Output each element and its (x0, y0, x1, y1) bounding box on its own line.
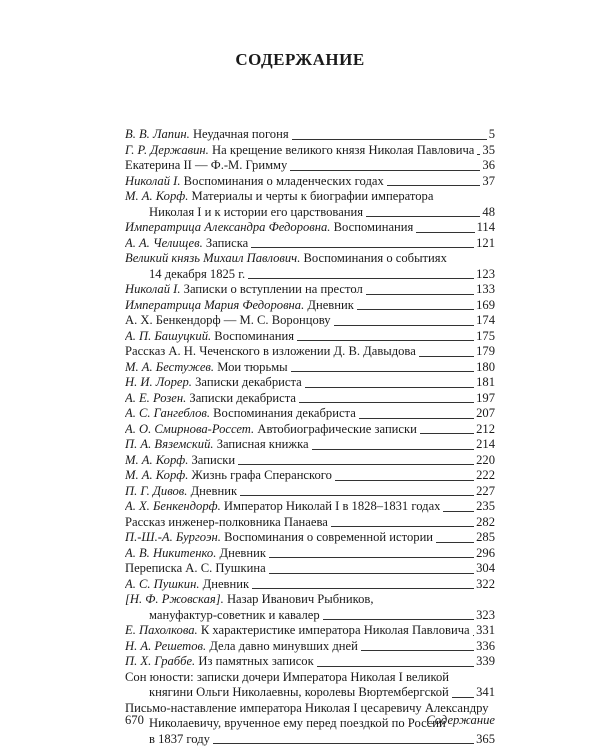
toc-entry-title: Неудачная погоня (192, 127, 289, 141)
toc-entry-author: А. В. Никитенко. (125, 545, 217, 560)
toc-entry-title: Николаевичу, врученное ему перед поездкой по России (149, 716, 446, 730)
toc-entry-author: А. С. Гангеблов. (125, 406, 210, 420)
toc-entry[interactable] (125, 670, 495, 701)
toc-leader-line (251, 246, 474, 248)
toc-entry-title: Жизнь графа Сперанского (191, 468, 332, 482)
toc-entry[interactable] (125, 577, 495, 593)
toc-entry-author: М. А. Корф. (125, 452, 189, 467)
toc-entry[interactable] (125, 360, 495, 376)
toc-entry-author: П. А. Вяземский. (125, 437, 214, 451)
toc-entry-title: Воспоминания (214, 328, 295, 343)
toc-leader-line (366, 293, 474, 295)
toc-entry-author: М. А. Корф. (125, 189, 189, 203)
toc-entry[interactable] (125, 313, 495, 329)
toc-entry[interactable] (125, 189, 495, 220)
toc-entry-title: Император Николай I в 1828–1831 годах (223, 499, 441, 513)
toc-leader-line (357, 308, 474, 310)
toc-entry[interactable] (125, 143, 495, 159)
toc-entry-title: Рассказ инженер-полковника Панаева (125, 514, 328, 529)
toc-entry-author: Николай I. (125, 282, 181, 296)
toc-entry[interactable] (125, 391, 495, 407)
toc-leader-line (436, 541, 474, 543)
toc-entry-author: А. А. Челищев. (125, 235, 203, 250)
toc-entry-title: Воспоминания о младенческих годах (183, 173, 384, 188)
toc-entry-title: Автобиографические записки (257, 421, 417, 436)
toc-entry-page: 365 (476, 731, 495, 746)
toc-leader-line (452, 696, 474, 698)
footer-section-title: Содержание (426, 713, 495, 727)
toc-entry[interactable] (125, 375, 495, 391)
toc-entry-author: Николай I. (125, 173, 181, 188)
toc-entry-title: Записная книжка (216, 437, 309, 451)
toc-entry-page: 214 (476, 437, 495, 451)
page-title: СОДЕРЖАНИЕ (235, 50, 365, 69)
toc-leader-line (477, 153, 480, 155)
toc-entry-title: Сон юности: записки дочери Императора Николая I великой (125, 669, 450, 684)
toc-entry[interactable] (125, 468, 495, 484)
toc-entry-author: Императрица Мария Федоровна. (125, 297, 305, 312)
toc-entry-title: Рассказ А. Н. Чеченского в изложении Д. В. Давыдова (125, 344, 416, 358)
toc-entry-title: Воспоминания декабриста (213, 406, 356, 420)
toc-entry-page: 48 (482, 204, 495, 219)
toc-leader-line (331, 525, 474, 527)
toc-entry-author: А. О. Смирнова-Россет. (125, 421, 255, 436)
toc-entry-title: Записки декабриста (195, 375, 302, 389)
toc-entry-page: 133 (476, 282, 495, 296)
toc-leader-line (213, 742, 474, 744)
toc-leader-line (292, 138, 487, 140)
toc-leader-line (366, 215, 480, 217)
toc-entry-author: Н. А. Решетов. (125, 638, 207, 653)
toc-entry-title: Дела давно минувших дней (209, 638, 358, 653)
toc-entry-title: А. Х. Бенкендорф — М. С. Воронцову (125, 313, 331, 327)
toc-entry-page: 336 (476, 638, 495, 653)
toc-entry[interactable] (125, 484, 495, 500)
toc-leader-line (416, 231, 474, 233)
toc-leader-line (297, 339, 474, 341)
toc-entry[interactable] (125, 437, 495, 453)
toc-entry-title: К характеристике императора Николая Павловича (200, 623, 470, 637)
toc-entry[interactable] (125, 453, 495, 469)
toc-entry-author: Императрица Александра Федоровна. (125, 220, 331, 234)
toc-leader-line (359, 417, 474, 419)
toc-entry[interactable] (125, 344, 495, 360)
toc-entry-author: А. Е. Розен. (125, 390, 187, 405)
toc-entry[interactable] (125, 623, 495, 639)
toc-entry-title: Письмо-наставление императора Николая I цесаревичу Александру (125, 700, 489, 715)
toc-leader-line (312, 448, 475, 450)
toc-entry-author: А. Х. Бенкендорф. (125, 499, 221, 513)
toc-entry-page: 123 (476, 266, 495, 281)
toc-entry-page: 341 (476, 685, 495, 699)
toc-entry-page: 179 (476, 344, 495, 358)
toc-leader-line (248, 277, 474, 279)
toc-entry-author: А. С. Пушкин. (125, 576, 200, 591)
toc-entry-page: 331 (476, 623, 495, 637)
toc-entry-page: 222 (476, 468, 495, 482)
toc-entry-page: 36 (482, 158, 495, 172)
toc-entry-title: Дневник (219, 545, 266, 560)
toc-entry-title: Переписка А. С. Пушкина (125, 561, 266, 575)
toc-entry-title: Николая I и к истории его царствования (149, 204, 364, 219)
toc-leader-line (334, 324, 475, 326)
toc-entry-title: в 1837 году (149, 731, 210, 746)
toc-entry-page: 207 (476, 406, 495, 420)
toc-entry[interactable] (125, 282, 495, 298)
toc-entry[interactable] (125, 174, 495, 190)
toc-entry-page: 121 (476, 235, 495, 250)
toc-entry-title: Материалы и черты к биографии императора (191, 189, 434, 203)
toc-leader-line (387, 184, 481, 186)
toc-leader-line (317, 665, 474, 667)
toc-leader-line (335, 479, 474, 481)
toc-leader-line (252, 587, 474, 589)
toc-entry-author: П. Г. Дивов. (125, 483, 188, 498)
toc-entry-author: Г. Р. Державин. (125, 142, 209, 157)
toc-entry-page: 174 (476, 313, 495, 327)
toc-entry-author: М. А. Корф. (125, 468, 189, 482)
toc-entry[interactable] (125, 158, 495, 174)
toc-entry[interactable] (125, 530, 495, 546)
toc-entry[interactable] (125, 546, 495, 562)
toc-entry[interactable] (125, 236, 495, 252)
toc-entry-page: 323 (476, 607, 495, 622)
toc-entry[interactable] (125, 639, 495, 655)
toc-entry-title: Дневник (307, 297, 354, 312)
toc-entry-title: Мои тюрьмы (217, 359, 288, 374)
toc-entry-author: П.-Ш.-А. Бургоэн. (125, 530, 221, 544)
toc-leader-line (240, 494, 474, 496)
toc-entry-page: 227 (476, 483, 495, 498)
toc-entry-page: 282 (476, 514, 495, 529)
toc-entry[interactable] (125, 251, 495, 282)
toc-entry-title: Дневник (190, 483, 238, 498)
toc-entry-title: Из памятных записок (198, 654, 314, 668)
toc-entry-page: 114 (476, 220, 495, 234)
toc-entry-page: 181 (476, 375, 495, 389)
toc-leader-line (305, 386, 474, 388)
toc-entry-page: 5 (488, 127, 495, 141)
table-of-contents (125, 127, 495, 747)
toc-entry-page: 304 (476, 561, 495, 575)
toc-entry-page: 220 (476, 452, 495, 467)
toc-entry-page: 285 (476, 530, 495, 544)
toc-entry-page: 197 (476, 390, 495, 405)
toc-entry[interactable] (125, 592, 495, 623)
toc-entry-title: Воспоминания о событиях (303, 251, 447, 265)
toc-leader-line (290, 169, 480, 171)
toc-entry-author: П. Х. Граббе. (125, 654, 196, 668)
toc-entry-author: А. П. Башуцкий. (125, 328, 212, 343)
toc-entry-title: Воспоминания о современной истории (224, 530, 434, 544)
toc-entry[interactable] (125, 127, 495, 143)
toc-entry-title: На крещение великого князя Николая Павловича (212, 142, 475, 157)
toc-leader-line (420, 432, 474, 434)
toc-entry-page: 180 (476, 359, 495, 374)
toc-leader-line (269, 572, 474, 574)
toc-entry-title: мануфактур-советник и кавалер (149, 607, 320, 622)
toc-entry[interactable] (125, 298, 495, 314)
toc-entry-author: Великий князь Михаил Павлович. (125, 251, 301, 265)
toc-entry-author: [Н. Ф. Ржовская]. (125, 592, 224, 606)
toc-entry-title: княгини Ольги Николаевны, королевы Вюртембергской (149, 685, 449, 699)
footer-page-number: 670 (125, 713, 144, 727)
toc-entry-author: М. А. Бестужев. (125, 359, 215, 374)
toc-entry-author: В. В. Лапин. (125, 127, 190, 141)
toc-entry[interactable] (125, 499, 495, 515)
toc-entry[interactable] (125, 220, 495, 236)
toc-entry[interactable] (125, 654, 495, 670)
toc-entry-page: 296 (476, 545, 495, 560)
toc-entry-title: 14 декабря 1825 г. (149, 266, 246, 281)
toc-entry-page: 212 (476, 421, 495, 436)
toc-entry[interactable] (125, 329, 495, 345)
toc-entry-page: 322 (476, 576, 495, 591)
toc-entry[interactable] (125, 561, 495, 577)
toc-entry-page: 37 (482, 173, 495, 188)
toc-leader-line (269, 556, 474, 558)
toc-leader-line (361, 649, 474, 651)
toc-entry-page: 35 (482, 142, 495, 157)
toc-entry-title: Записки декабриста (189, 390, 297, 405)
toc-leader-line (299, 401, 474, 403)
toc-entry-title: Екатерина II — Ф.-М. Гримму (125, 158, 288, 172)
toc-entry[interactable] (125, 422, 495, 438)
toc-entry-title: Дневник (202, 576, 250, 591)
toc-entry-page: 339 (476, 654, 495, 668)
toc-leader-line (291, 370, 474, 372)
toc-entry-title: Записка (205, 235, 249, 250)
toc-entry-author: Е. Пахолкова. (125, 623, 198, 637)
toc-leader-line (323, 618, 474, 620)
toc-entry-author: Н. И. Лорер. (125, 375, 192, 389)
toc-entry-page: 175 (476, 328, 495, 343)
toc-entry-page: 235 (476, 499, 495, 513)
toc-entry-title: Назар Иванович Рыбников, (226, 592, 374, 606)
toc-leader-line (238, 463, 474, 465)
toc-leader-line (419, 355, 474, 357)
toc-entry[interactable] (125, 406, 495, 422)
toc-entry[interactable] (125, 515, 495, 531)
toc-entry-title: Записки (191, 452, 236, 467)
toc-leader-line (473, 634, 474, 636)
toc-entry-title: Воспоминания (333, 220, 414, 234)
toc-leader-line (443, 510, 474, 512)
toc-entry-title: Записки о вступлении на престол (183, 282, 363, 296)
toc-entry-page: 169 (476, 297, 495, 312)
